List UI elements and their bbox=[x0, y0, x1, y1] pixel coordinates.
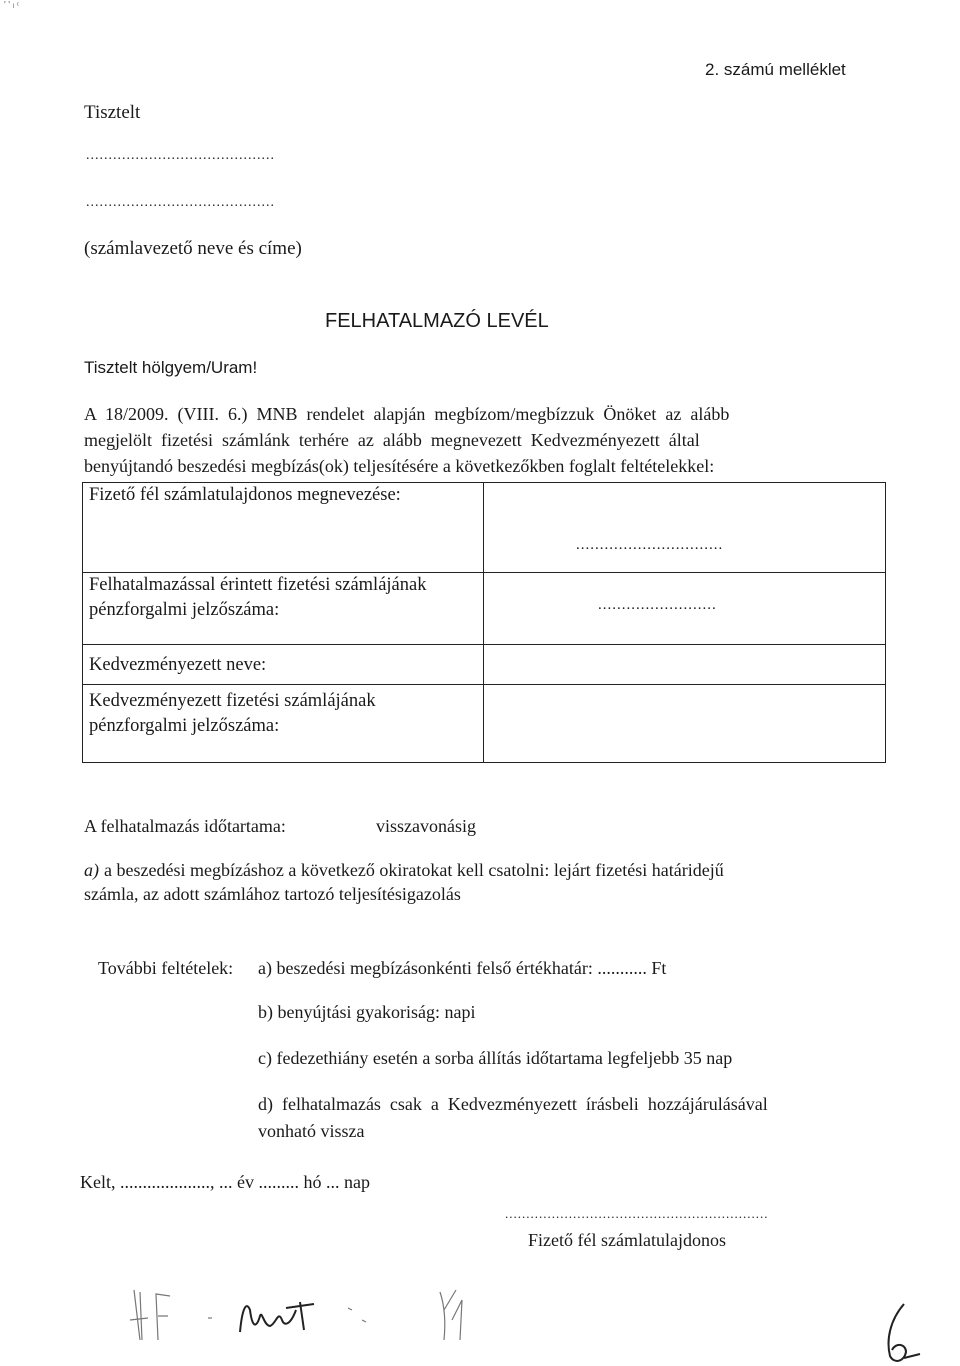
payer-name-dots: ............................... bbox=[576, 537, 724, 553]
payer-name-label-cell bbox=[83, 483, 484, 573]
table-row bbox=[83, 573, 886, 645]
beneficiary-name-label: Kedvezményezett neve: bbox=[89, 655, 267, 675]
corner-marks: ' ' ₗ ᶜ bbox=[4, 0, 20, 11]
condition-d-line-1: d) felhatalmazás csak a Kedvezményezett írásbeli hozzájárulásával bbox=[258, 1094, 768, 1114]
beneficiary-account-label-cell bbox=[83, 685, 484, 763]
beneficiary-name-value-cell bbox=[484, 645, 886, 685]
payer-name-value-cell bbox=[484, 483, 886, 573]
beneficiary-account-label-line-2: pénzforgalmi jelzőszáma: bbox=[89, 716, 280, 736]
bank-caption: (számlavezető neve és címe) bbox=[84, 238, 302, 259]
duration-value: visszavonásig bbox=[376, 816, 476, 836]
signature-caption: Fizető fél számlatulajdonos bbox=[528, 1230, 726, 1250]
authorization-form-table bbox=[82, 482, 886, 763]
intro-line-3: benyújtandó beszedési megbízás(ok) teljesítésére a következőkben foglalt feltételekkel: bbox=[84, 456, 715, 476]
beneficiary-name-label-cell bbox=[83, 645, 484, 685]
payer-name-label: Fizető fél számlatulajdonos megnevezése: bbox=[89, 485, 401, 505]
greeting: Tisztelt hölgyem/Uram! bbox=[84, 358, 258, 377]
condition-a: a) beszedési megbízásonkénti felső értékhatár: ........... Ft bbox=[258, 958, 667, 978]
document-title: FELHATALMAZÓ LEVÉL bbox=[325, 310, 549, 332]
intro-line-2: megjelölt fizetési számlánk terhére az alább megnevezett Kedvezményezett által bbox=[84, 430, 700, 450]
date-line: Kelt, ...................., ... év ......... hó ... nap bbox=[80, 1172, 370, 1192]
payer-account-label-line-1: Felhatalmazással érintett fizetési számlájának bbox=[89, 575, 427, 595]
condition-c: c) fedezethiány esetén a sorba állítás időtartama legfeljebb 35 nap bbox=[258, 1048, 733, 1068]
table-row bbox=[83, 483, 886, 573]
table-row bbox=[83, 685, 886, 763]
salutation: Tisztelt bbox=[84, 102, 141, 123]
clause-a-marker: a) bbox=[84, 860, 99, 880]
payer-account-label-cell bbox=[83, 573, 484, 645]
clause-a-line-1: a beszedési megbízáshoz a következő okiratokat kell csatolni: lejárt fizetési határidejű bbox=[104, 860, 724, 880]
payer-account-dots: ......................... bbox=[598, 597, 717, 613]
signature-dots: .............................................................. bbox=[505, 1206, 769, 1221]
table-row bbox=[83, 645, 886, 685]
handwritten-initials-image bbox=[100, 1280, 520, 1360]
payer-account-label-line-2: pénzforgalmi jelzőszáma: bbox=[89, 600, 280, 620]
condition-d-line-2: vonható vissza bbox=[258, 1121, 365, 1141]
further-conditions-label: További feltételek: bbox=[98, 958, 234, 978]
beneficiary-account-label-line-1: Kedvezményezett fizetési számlájának bbox=[89, 691, 376, 711]
handwritten-page-mark bbox=[880, 1300, 930, 1366]
condition-b: b) benyújtási gyakoriság: napi bbox=[258, 1002, 476, 1022]
clause-a-line-2: számla, az adott számlához tartozó teljesítésigazolás bbox=[84, 884, 461, 904]
annex-label: 2. számú melléklet bbox=[705, 60, 846, 79]
intro-line-1: A 18/2009. (VIII. 6.) MNB rendelet alapján megbízom/megbízzuk Önöket az alább bbox=[84, 404, 730, 424]
beneficiary-account-value-cell bbox=[484, 685, 886, 763]
duration-label: A felhatalmazás időtartama: bbox=[84, 816, 286, 836]
address-dots-line-1: .......................................... bbox=[86, 148, 275, 163]
address-dots-line-2: .......................................... bbox=[86, 195, 275, 210]
payer-account-value-cell bbox=[484, 573, 886, 645]
